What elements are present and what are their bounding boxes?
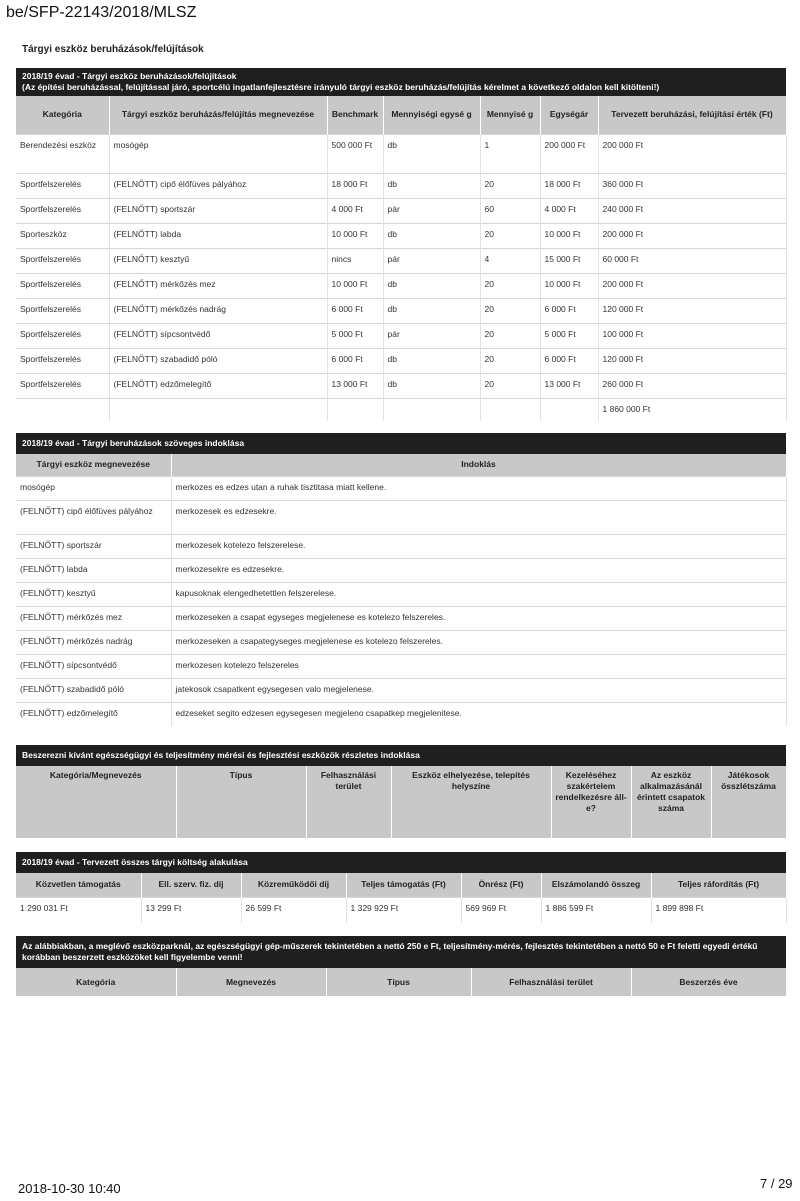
- cell: Sportfelszerelés: [16, 198, 109, 223]
- table-row: [16, 534, 786, 558]
- col-header: Közreműködői díj: [241, 873, 346, 897]
- cell: 4 000 Ft: [327, 198, 383, 223]
- total-row: [16, 398, 786, 421]
- table-row: [16, 373, 786, 398]
- cell: (FELNŐTT) sportszár: [16, 534, 171, 558]
- col-header: Benchmark: [327, 96, 383, 134]
- cell: 200 000 Ft: [598, 273, 786, 298]
- cell: db: [383, 298, 480, 323]
- col-header: Kategória/Megnevezés: [16, 766, 176, 838]
- cell: 120 000 Ft: [598, 298, 786, 323]
- cell: (FELNŐTT) mérkőzés nadrág: [16, 630, 171, 654]
- cell: merkozesen kotelezo felszereles: [171, 654, 786, 678]
- col-header: Felhasználási terület: [471, 968, 631, 996]
- cell: 6 000 Ft: [327, 298, 383, 323]
- table-row: [16, 558, 786, 582]
- print-datetime: 2018-10-30 10:40: [18, 1181, 121, 1196]
- cell: (FELNŐTT) mérkőzés mez: [109, 273, 327, 298]
- health-equipment-section: [16, 745, 786, 838]
- cell: 200 000 Ft: [598, 223, 786, 248]
- cell: 60: [480, 198, 540, 223]
- justification-section-title: 2018/19 évad - Tárgyi beruházások szöveges indoklása: [22, 438, 245, 448]
- table-row: [16, 248, 786, 273]
- health-equipment-section-header: [16, 745, 786, 766]
- cell: 13 000 Ft: [327, 373, 383, 398]
- cell: (FELNŐTT) kesztyű: [109, 248, 327, 273]
- col-header: Játékosok összlétszáma: [711, 766, 786, 838]
- cell: (FELNŐTT) cipő élőfüves pályához: [16, 500, 171, 534]
- cost-summary-section-title: 2018/19 évad - Tervezett összes tárgyi költség alakulása: [22, 857, 248, 867]
- cell: 1 886 599 Ft: [541, 897, 651, 923]
- cell: (FELNŐTT) mérkőzés nadrág: [109, 298, 327, 323]
- col-header: Kategória: [16, 968, 176, 996]
- cell: (FELNŐTT) szabadidő póló: [109, 348, 327, 373]
- cell: 5 000 Ft: [540, 323, 598, 348]
- col-header: Teljes támogatás (Ft): [346, 873, 461, 897]
- table-row: [16, 476, 786, 500]
- cell: db: [383, 373, 480, 398]
- cell: Sportfelszerelés: [16, 373, 109, 398]
- justification-table: [16, 454, 787, 726]
- cell: merkozeseken a csapat egyseges megjelenese es kotelezo felszereles.: [171, 606, 786, 630]
- cost-summary-table: [16, 873, 787, 923]
- cell: jatekosok csapatkent egysegesen valo megjelenese.: [171, 678, 786, 702]
- cell: (FELNŐTT) sípcsontvédő: [109, 323, 327, 348]
- cell: 20: [480, 323, 540, 348]
- cell: merkozesek es edzesekre.: [171, 500, 786, 534]
- col-header: Teljes ráfordítás (Ft): [651, 873, 786, 897]
- page-number: 7 / 29: [760, 1176, 793, 1191]
- cell: nincs: [327, 248, 383, 273]
- cell: db: [383, 173, 480, 198]
- cell: Sportfelszerelés: [16, 298, 109, 323]
- col-header: Elszámolandó összeg: [541, 873, 651, 897]
- col-header: Tárgyi eszköz megnevezése: [16, 454, 171, 476]
- cell: Sportfelszerelés: [16, 273, 109, 298]
- table-row: [16, 198, 786, 223]
- justification-section: [16, 433, 786, 726]
- cell: (FELNŐTT) edzőmelegítő: [109, 373, 327, 398]
- cell: Sporteszköz: [16, 223, 109, 248]
- table-row: [16, 223, 786, 248]
- justification-section-header: [16, 433, 786, 454]
- cell: [109, 398, 327, 421]
- col-header: Mennyiségi egysé g: [383, 96, 480, 134]
- cell: 13 299 Ft: [141, 897, 241, 923]
- cell: 13 000 Ft: [540, 373, 598, 398]
- col-header: Egységár: [540, 96, 598, 134]
- cell: Sportfelszerelés: [16, 348, 109, 373]
- col-header: Kategória: [16, 96, 109, 134]
- cell: merkozeseken a csapategyseges megjelenese es kotelezo felszereles.: [171, 630, 786, 654]
- cell: 20: [480, 273, 540, 298]
- cell: (FELNŐTT) mérkőzés mez: [16, 606, 171, 630]
- cell: (FELNŐTT) cipő élőfüves pályához: [109, 173, 327, 198]
- cell: 100 000 Ft: [598, 323, 786, 348]
- cell: 20: [480, 373, 540, 398]
- col-header: Önrész (Ft): [461, 873, 541, 897]
- cell: pár: [383, 198, 480, 223]
- table-row: [16, 323, 786, 348]
- table-row: [16, 630, 786, 654]
- cell: 1 899 898 Ft: [651, 897, 786, 923]
- col-header: Indoklás: [171, 454, 786, 476]
- col-header: Tervezett beruházási, felújítási érték (Ft): [598, 96, 786, 134]
- cell: Sportfelszerelés: [16, 173, 109, 198]
- investment-section-subtitle: (Az építési beruházással, felújítással járó, sportcélú ingatlanfejlesztésre irányuló tárgyi eszköz beruházás/felújítás kérelmet a következő oldalon kell kitölteni!): [22, 82, 660, 92]
- cell: 1: [480, 134, 540, 173]
- cell: 15 000 Ft: [540, 248, 598, 273]
- cell: 18 000 Ft: [540, 173, 598, 198]
- cell: [327, 398, 383, 421]
- cell: 20: [480, 223, 540, 248]
- cell: merkozesek kotelezo felszerelese.: [171, 534, 786, 558]
- cell: 60 000 Ft: [598, 248, 786, 273]
- cell: db: [383, 348, 480, 373]
- cell: 360 000 Ft: [598, 173, 786, 198]
- cell: [383, 398, 480, 421]
- col-header: Típus: [326, 968, 471, 996]
- col-header: Típus: [176, 766, 306, 838]
- existing-equipment-table: [16, 968, 787, 996]
- cell: 6 000 Ft: [540, 348, 598, 373]
- cell: db: [383, 273, 480, 298]
- cell: 6 000 Ft: [327, 348, 383, 373]
- table-row: [16, 606, 786, 630]
- cell: [480, 398, 540, 421]
- col-header: Kezeléséhez szakértelem rendelkezésre áll-e?: [551, 766, 631, 838]
- cell: 4: [480, 248, 540, 273]
- cell: (FELNŐTT) labda: [16, 558, 171, 582]
- cell: Sportfelszerelés: [16, 323, 109, 348]
- cell: 200 000 Ft: [598, 134, 786, 173]
- document-id: be/SFP-22143/2018/MLSZ: [6, 4, 197, 21]
- table-row: [16, 678, 786, 702]
- total-value: 1 860 000 Ft: [598, 398, 786, 421]
- table-row: [16, 173, 786, 198]
- cell: 5 000 Ft: [327, 323, 383, 348]
- table-row: [16, 500, 786, 534]
- investment-table: [16, 96, 787, 421]
- investment-section-header: [16, 68, 786, 96]
- health-equipment-section-title: Beszerezni kívánt egészségügyi és teljesítmény mérési és fejlesztési eszközök részletes indoklása: [22, 750, 420, 760]
- table-row: [16, 654, 786, 678]
- cell: 240 000 Ft: [598, 198, 786, 223]
- cell: 18 000 Ft: [327, 173, 383, 198]
- cell: [540, 398, 598, 421]
- table-row: [16, 897, 786, 923]
- cell: merkozes es edzes utan a ruhak tisztitasa miatt kellene.: [171, 476, 786, 500]
- existing-equipment-section: [16, 936, 786, 996]
- cell: kapusoknak elengedhetettlen felszerelese.: [171, 582, 786, 606]
- cell: Berendezési eszköz: [16, 134, 109, 173]
- health-equipment-table: [16, 766, 787, 838]
- cell: 10 000 Ft: [540, 273, 598, 298]
- col-header: Eszköz elhelyezése, telepítés helyszíne: [391, 766, 551, 838]
- existing-equipment-section-title: Az alábbiakban, a meglévő eszközparknál, az egészségügyi gép-műszerek tekintetében a nettó 250 e Ft, teljesítmény-mérés, fejlesztés tekintetében a nettó 50 e Ft feletti egyedi értékű korábban beszerzett eszközöket kell figyelembe venni!: [22, 941, 758, 962]
- cell: mosógép: [16, 476, 171, 500]
- col-header: Ell. szerv. fiz. díj: [141, 873, 241, 897]
- cell: mosógép: [109, 134, 327, 173]
- cell: (FELNŐTT) edzőmelegítő: [16, 702, 171, 726]
- table-row: [16, 348, 786, 373]
- col-header: Felhasználási terület: [306, 766, 391, 838]
- cell: db: [383, 223, 480, 248]
- cell: 20: [480, 348, 540, 373]
- cell: (FELNŐTT) szabadidő póló: [16, 678, 171, 702]
- cell: 20: [480, 298, 540, 323]
- col-header: Tárgyi eszköz beruházás/felújítás megnevezése: [109, 96, 327, 134]
- cell: edzeseket segito edzesen egysegesen megjeleno csapatkep megjelenitese.: [171, 702, 786, 726]
- table-row: [16, 134, 786, 173]
- cell: 10 000 Ft: [540, 223, 598, 248]
- cell: 260 000 Ft: [598, 373, 786, 398]
- cell: (FELNŐTT) sportszár: [109, 198, 327, 223]
- cell: 1 329 929 Ft: [346, 897, 461, 923]
- col-header: Megnevezés: [176, 968, 326, 996]
- cell: (FELNŐTT) sípcsontvédő: [16, 654, 171, 678]
- cell: 500 000 Ft: [327, 134, 383, 173]
- cell: 6 000 Ft: [540, 298, 598, 323]
- cell: pár: [383, 323, 480, 348]
- cell: 4 000 Ft: [540, 198, 598, 223]
- page-heading: Tárgyi eszköz beruházások/felújítások: [22, 44, 204, 55]
- table-row: [16, 273, 786, 298]
- cell: 10 000 Ft: [327, 273, 383, 298]
- col-header: Az eszköz alkalmazásánál érintett csapatok száma: [631, 766, 711, 838]
- col-header: Közvetlen támogatás: [16, 873, 141, 897]
- cell: [16, 398, 109, 421]
- cell: 20: [480, 173, 540, 198]
- col-header: Beszerzés éve: [631, 968, 786, 996]
- cell: db: [383, 134, 480, 173]
- investment-section: [16, 68, 786, 421]
- cell: Sportfelszerelés: [16, 248, 109, 273]
- cell: pár: [383, 248, 480, 273]
- cell: 120 000 Ft: [598, 348, 786, 373]
- cell: 200 000 Ft: [540, 134, 598, 173]
- cell: 1 290 031 Ft: [16, 897, 141, 923]
- cell: merkozesekre es edzesekre.: [171, 558, 786, 582]
- cost-summary-section: [16, 852, 786, 923]
- investment-section-title: 2018/19 évad - Tárgyi eszköz beruházások/felújítások: [22, 71, 237, 81]
- cell: (FELNŐTT) labda: [109, 223, 327, 248]
- table-row: [16, 582, 786, 606]
- table-row: [16, 298, 786, 323]
- col-header: Mennyisé g: [480, 96, 540, 134]
- cell: (FELNŐTT) kesztyű: [16, 582, 171, 606]
- existing-equipment-section-header: [16, 936, 786, 968]
- table-row: [16, 702, 786, 726]
- cell: 26 599 Ft: [241, 897, 346, 923]
- cost-summary-section-header: [16, 852, 786, 873]
- cell: 10 000 Ft: [327, 223, 383, 248]
- cell: 569 969 Ft: [461, 897, 541, 923]
